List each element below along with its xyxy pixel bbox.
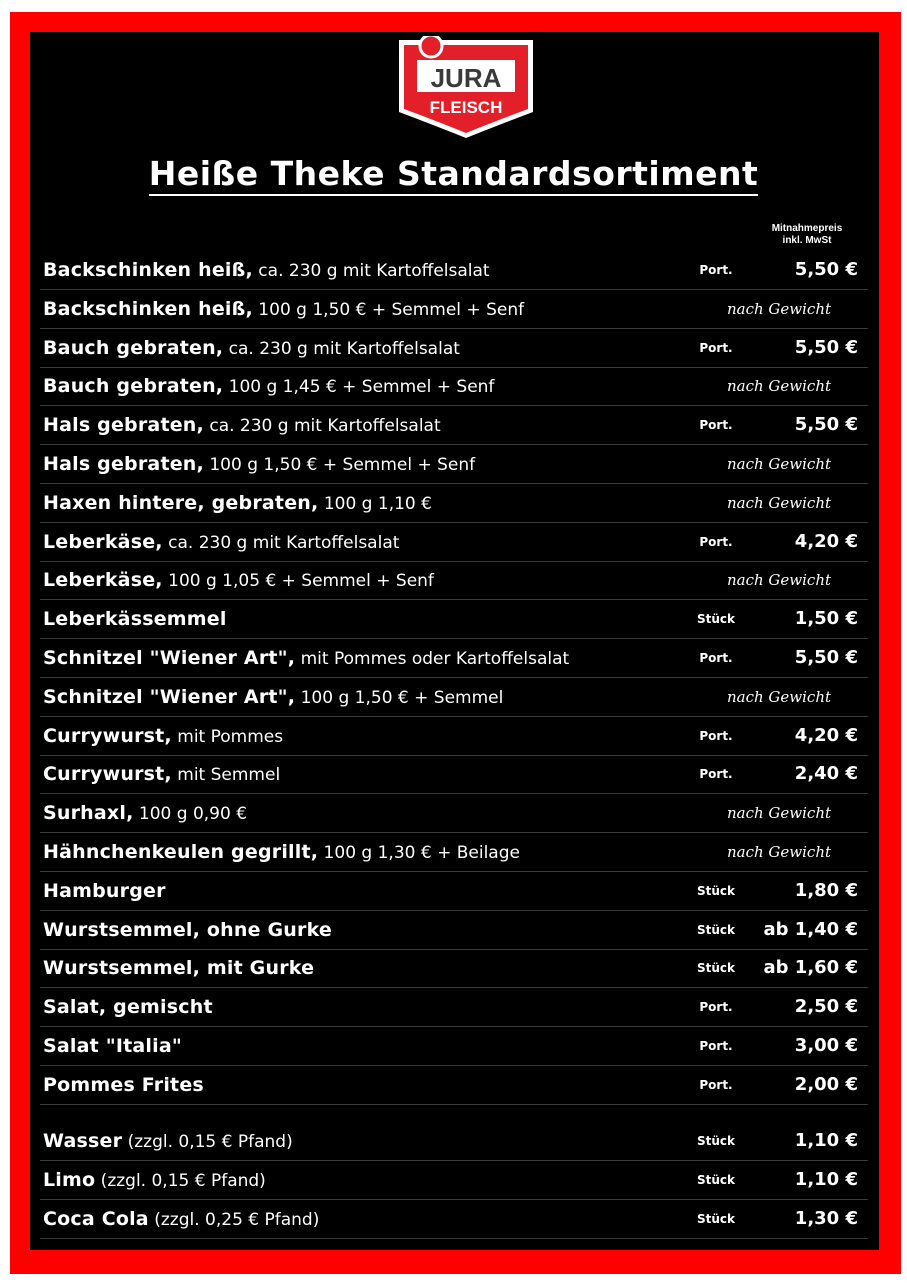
menu-row (40, 445, 868, 484)
menu-item (43, 329, 460, 367)
item-description: mit Pommes (171, 727, 284, 747)
item-name: Bauch gebraten, (43, 375, 224, 397)
item-unit: Port. (699, 341, 733, 355)
menu-item (43, 406, 441, 444)
item-price: 2,40 € (794, 763, 858, 784)
menu-item (43, 911, 332, 949)
menu-item (43, 523, 399, 561)
item-name: Hals gebraten, (43, 453, 204, 475)
item-price: 5,50 € (794, 259, 858, 280)
menu-item (43, 367, 494, 405)
by-weight-label: nach Gewicht (726, 300, 832, 318)
item-unit: Stück (696, 1134, 735, 1148)
menu-row (40, 600, 868, 639)
item-name: Leberkäse, (43, 531, 163, 553)
item-name: Schnitzel "Wiener Art", (43, 647, 296, 669)
item-description: ca. 230 g mit Kartoffelsalat (203, 416, 441, 436)
menu-item (43, 290, 524, 328)
item-price: ab 1,40 € (763, 919, 858, 940)
item-unit: Stück (696, 884, 735, 898)
item-price: 1,80 € (794, 880, 858, 901)
item-description: 100 g 1,50 € + Semmel (295, 688, 504, 708)
menu-item (43, 833, 520, 871)
menu-item (43, 717, 283, 755)
item-name: Currywurst, (43, 763, 172, 785)
menu-row (40, 523, 868, 562)
item-description: 100 g 1,05 € + Semmel + Senf (162, 571, 434, 591)
item-price: 4,20 € (794, 725, 858, 746)
item-price: 1,50 € (794, 608, 858, 629)
item-name: Hamburger (43, 880, 166, 902)
menu-item (43, 445, 475, 483)
by-weight-label: nach Gewicht (726, 804, 832, 822)
menu-row (40, 406, 868, 445)
item-name: Bauch gebraten, (43, 337, 224, 359)
item-name: Currywurst, (43, 725, 172, 747)
item-unit: Stück (696, 1173, 735, 1187)
item-description: 100 g 1,45 € + Semmel + Senf (223, 377, 495, 397)
menu-row (40, 367, 868, 406)
item-unit: Port. (699, 535, 733, 549)
item-price: 1,10 € (794, 1130, 858, 1151)
by-weight-label: nach Gewicht (726, 571, 832, 589)
by-weight-label: nach Gewicht (726, 455, 832, 473)
item-unit: Port. (699, 1000, 733, 1014)
menu-row (40, 755, 868, 794)
item-name: Wasser (43, 1130, 123, 1152)
by-weight-label: nach Gewicht (726, 688, 832, 706)
item-unit: Port. (699, 1039, 733, 1053)
item-description: (zzgl. 0,15 € Pfand) (95, 1171, 266, 1191)
item-name: Pommes Frites (43, 1074, 204, 1096)
item-name: Leberkässemmel (43, 608, 227, 630)
item-unit: Port. (699, 263, 733, 277)
item-price: 2,00 € (794, 1074, 858, 1095)
item-price: 3,00 € (794, 1035, 858, 1056)
item-price: 1,10 € (794, 1169, 858, 1190)
menu-item (43, 561, 434, 599)
menu-row (40, 678, 868, 717)
menu-row (40, 988, 868, 1027)
item-name: Backschinken heiß, (43, 298, 253, 320)
price-column-header: Mitnahmepreis inkl. MwSt (771, 223, 843, 246)
menu-row (40, 251, 868, 290)
item-price: 2,50 € (794, 996, 858, 1017)
menu-row (40, 833, 868, 872)
item-name: Hähnchenkeulen gegrillt, (43, 841, 319, 863)
item-name: Backschinken heiß, (43, 259, 253, 281)
menu-item (43, 1200, 319, 1238)
menu-row (40, 329, 868, 368)
item-description: 100 g 1,50 € + Semmel + Senf (203, 455, 476, 475)
menu-item (43, 678, 503, 716)
item-name: Surhaxl, (43, 802, 134, 824)
item-name: Hals gebraten, (43, 414, 204, 436)
item-name: Haxen hintere, gebraten, (43, 492, 319, 514)
item-description: 100 g 1,10 € (318, 494, 432, 514)
jura-fleisch-logo (397, 36, 535, 140)
menu-row (40, 639, 868, 678)
menu-row (40, 1161, 868, 1200)
menu-row (40, 290, 868, 329)
item-unit: Port. (699, 418, 733, 432)
menu-row (40, 911, 868, 950)
item-description: mit Semmel (171, 765, 281, 785)
item-unit: Stück (696, 961, 735, 975)
item-description: 100 g 0,90 € (133, 804, 248, 824)
item-unit: Stück (696, 1212, 735, 1226)
by-weight-label: nach Gewicht (726, 843, 832, 861)
menu-row (40, 1066, 868, 1105)
item-description: 100 g 1,30 € + Beilage (318, 843, 520, 863)
item-unit: Stück (696, 923, 735, 937)
menu-row (40, 1027, 868, 1066)
item-description: (zzgl. 0,25 € Pfand) (148, 1210, 320, 1230)
menu-row (40, 717, 868, 756)
item-description: mit Pommes oder Kartoffelsalat (295, 649, 570, 669)
item-price: ab 1,60 € (763, 957, 858, 978)
item-unit: Port. (699, 729, 733, 743)
item-name: Leberkäse, (43, 569, 163, 591)
menu-row (40, 872, 868, 911)
menu-row (40, 949, 868, 988)
menu-item (43, 794, 247, 832)
menu-row (40, 484, 868, 523)
item-price: 5,50 € (794, 337, 858, 358)
item-description: (zzgl. 0,15 € Pfand) (122, 1132, 293, 1152)
item-description: 100 g 1,50 € + Semmel + Senf (252, 300, 525, 320)
menu-item (43, 1161, 266, 1199)
item-price: 4,20 € (794, 531, 858, 552)
item-name: Schnitzel "Wiener Art", (43, 686, 296, 708)
menu-item (43, 639, 569, 677)
by-weight-label: nach Gewicht (726, 377, 832, 395)
menu-row (40, 561, 868, 600)
item-price: 5,50 € (794, 414, 858, 435)
menu-item (43, 949, 314, 987)
menu-item (43, 755, 280, 793)
item-description: ca. 230 g mit Kartoffelsalat (252, 261, 490, 281)
item-price: 1,30 € (794, 1208, 858, 1229)
item-name: Limo (43, 1169, 96, 1191)
menu-item (43, 1066, 204, 1104)
item-name: Coca Cola (43, 1208, 149, 1230)
item-name: Wurstsemmel, ohne Gurke (43, 919, 332, 941)
page-title: Heiße Theke Standardsortiment (0, 154, 907, 193)
item-price: 5,50 € (794, 647, 858, 668)
item-name: Salat, gemischt (43, 996, 213, 1018)
by-weight-label: nach Gewicht (726, 494, 832, 512)
logo-text-fleisch: FLEISCH (429, 98, 503, 117)
menu-item (43, 600, 227, 638)
menu-row (40, 1200, 868, 1239)
item-description: ca. 230 g mit Kartoffelsalat (162, 533, 400, 553)
item-name: Wurstsemmel, mit Gurke (43, 957, 315, 979)
item-name: Salat "Italia" (43, 1035, 182, 1057)
item-unit: Port. (699, 1078, 733, 1092)
item-description: ca. 230 g mit Kartoffelsalat (223, 339, 460, 359)
menu-item (43, 872, 166, 910)
menu-item (43, 988, 213, 1026)
menu-row (40, 794, 868, 833)
item-unit: Stück (696, 612, 735, 626)
menu-item (43, 1122, 293, 1160)
item-unit: Port. (699, 767, 733, 781)
logo-text-jura: JURA (430, 63, 502, 93)
menu-item (43, 1027, 182, 1065)
item-unit: Port. (699, 651, 733, 665)
menu-row (40, 1122, 868, 1161)
menu-item (43, 251, 490, 289)
menu-item (43, 484, 432, 522)
